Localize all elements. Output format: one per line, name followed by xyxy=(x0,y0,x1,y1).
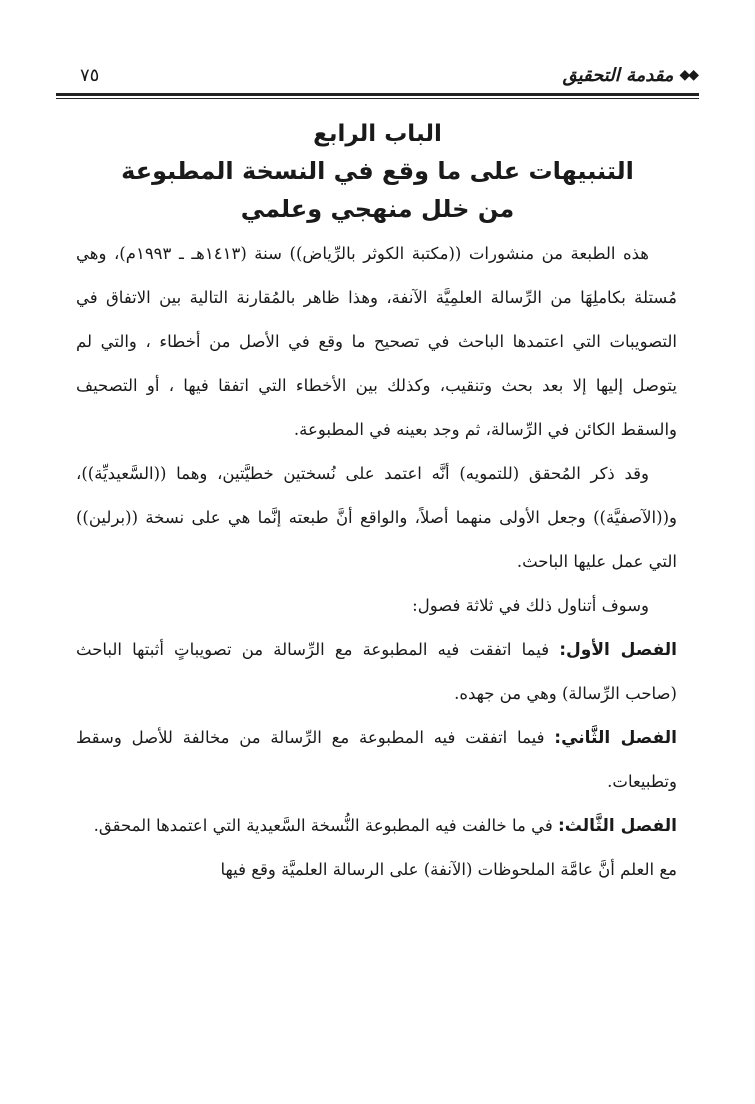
section-item-third xyxy=(76,804,677,848)
chapter-label: الباب الرابع xyxy=(313,121,442,147)
header-rule-thick xyxy=(56,93,699,96)
paragraph: وقد ذكر المُحقق (للتمويه) أنَّه اعتمد على نُسختين خطيَّتين، وهما ((السَّعيديِّة))، و((الآصفيَّة)) وجعل الأولى منهما أصلاً، والواقع أنَّ طبعته إنَّما هي على نسخة ((برلين)) التي عمل عليها الباحث. xyxy=(76,464,677,571)
running-header xyxy=(80,58,697,92)
section-label: الفصل الأول: xyxy=(559,640,678,660)
diamond-ornament-icon: ◆◆ xyxy=(679,67,697,83)
section-text: فيما اتفقت فيه المطبوعة مع الرِّسالة من مخالفة للأصل وسقط وتطبيعات. xyxy=(76,728,677,791)
body-text xyxy=(76,232,677,892)
running-title xyxy=(563,65,697,86)
chapter-heading xyxy=(60,116,695,228)
section-text: في ما خالفت فيه المطبوعة النُّسخة السَّعيدية التي اعتمدها المحقق. xyxy=(93,816,553,835)
section-label: الفصل الثَّاني: xyxy=(554,728,678,748)
section-item-first xyxy=(76,628,677,716)
chapter-title: التنبيهات على ما وقع في النسخة المطبوعة من خلل منهجي وعلمي xyxy=(121,157,634,223)
paragraph: وسوف أتناول ذلك في ثلاثة فصول: xyxy=(412,596,649,615)
header-rule-thin xyxy=(56,98,699,99)
section-text: فيما اتفقت فيه المطبوعة مع الرِّسالة من تصويباتٍ أثبتها الباحث (صاحب الرِّسالة) وهي من جهده. xyxy=(76,640,677,703)
section-item-second xyxy=(76,716,677,804)
paragraph: هذه الطبعة من منشورات ((مكتبة الكوثر بالرِّياض)) سنة (١٤١٣هـ ـ ١٩٩٣م)، وهي مُستلة بكاملِهَا من الرِّسالة العلمِيَّة الآنفة، وهذا ظاهر بالمُقارنة التالية بين الاتفاق في التصويبات التي اعتمدها الباحث في تصحيح ما وقع في الأصل من أخطاء ، والتي لم يتوصل إليها إلا بعد بحث وتنقيب، وكذلك بين الأخطاء التي اتفقا فيها ، أو التصحيف والسقط الكائن في الرِّسالة، ثم وجد بعينه في المطبوعة. xyxy=(76,244,677,439)
section-label: الفصل الثَّالث: xyxy=(558,816,677,836)
page-number: ٧٥ xyxy=(80,64,100,86)
closing-paragraph: مع العلم أنَّ عامَّة الملحوظات (الآنفة) على الرسالة العلميَّة وقع فيها xyxy=(220,860,677,879)
running-title-text: مقدمة التحقيق xyxy=(562,64,674,86)
